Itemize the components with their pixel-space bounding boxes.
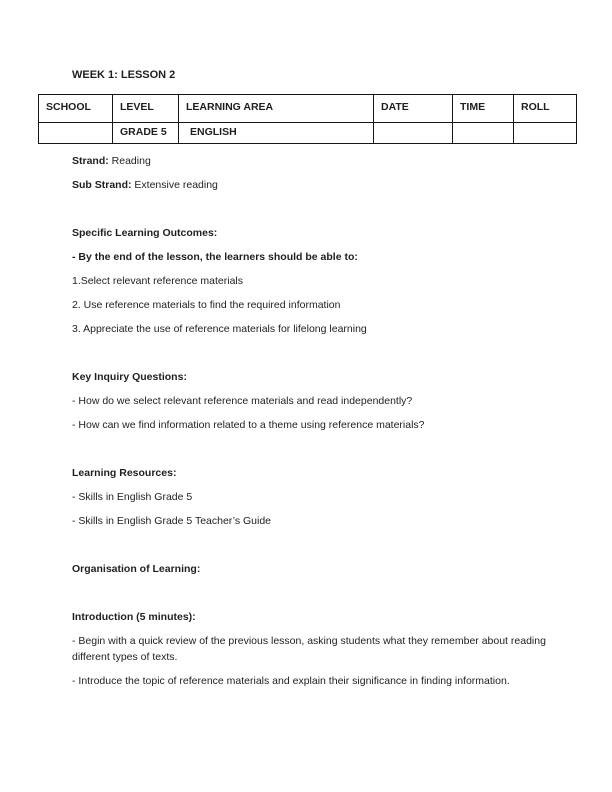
resource-item: - Skills in English Grade 5: [72, 491, 193, 503]
table-header-level: LEVEL: [113, 95, 179, 123]
key-inquiry-heading: Key Inquiry Questions:: [72, 371, 187, 383]
resource-item: - Skills in English Grade 5 Teacher’s Guide: [72, 515, 272, 527]
table-header-learning-area: LEARNING AREA: [179, 95, 374, 123]
table-cell-roll: [514, 123, 577, 144]
table-value-row: [39, 123, 577, 144]
organisation-heading: Organisation of Learning:: [72, 563, 201, 575]
outcomes-heading: Specific Learning Outcomes:: [72, 227, 218, 239]
introduction-paragraph: - Introduce the topic of reference materials and explain their significance in finding information.: [72, 675, 510, 687]
sub-strand-line: [72, 177, 218, 193]
key-inquiry-question: - How do we select relevant reference materials and read independently?: [72, 395, 413, 407]
sub-strand-value: Extensive reading: [131, 179, 218, 191]
outcome-item: 1.Select relevant reference materials: [72, 275, 243, 287]
table-cell-learning-area: ENGLISH: [179, 123, 374, 144]
resources-heading: Learning Resources:: [72, 467, 177, 479]
table-header-school: SCHOOL: [39, 95, 113, 123]
outcome-item: 3. Appreciate the use of reference materials for lifelong learning: [72, 323, 367, 335]
table-header-time: TIME: [453, 95, 514, 123]
strand-label: Strand:: [72, 155, 109, 167]
outcomes-lead: - By the end of the lesson, the learners should be able to:: [72, 251, 358, 263]
table-header-roll: ROLL: [514, 95, 577, 123]
table-cell-time: [453, 123, 514, 144]
table-cell-school: [39, 123, 113, 144]
introduction-paragraph: - Begin with a quick review of the previous lesson, asking students what they remember about reading different types of texts.: [72, 635, 546, 663]
strand-line: [72, 153, 151, 169]
table-cell-date: [374, 123, 453, 144]
outcome-item: 2. Use reference materials to find the required information: [72, 299, 341, 311]
table-header-date: DATE: [374, 95, 453, 123]
introduction-heading: Introduction (5 minutes):: [72, 611, 196, 623]
table-cell-level: GRADE 5: [113, 123, 179, 144]
table-header-row: [39, 95, 577, 123]
lesson-info-table: [38, 94, 577, 144]
page-title: WEEK 1: LESSON 2: [72, 69, 176, 81]
sub-strand-label: Sub Strand:: [72, 179, 132, 191]
key-inquiry-question: - How can we find information related to a theme using reference materials?: [72, 419, 425, 431]
strand-value: Reading: [108, 155, 151, 167]
